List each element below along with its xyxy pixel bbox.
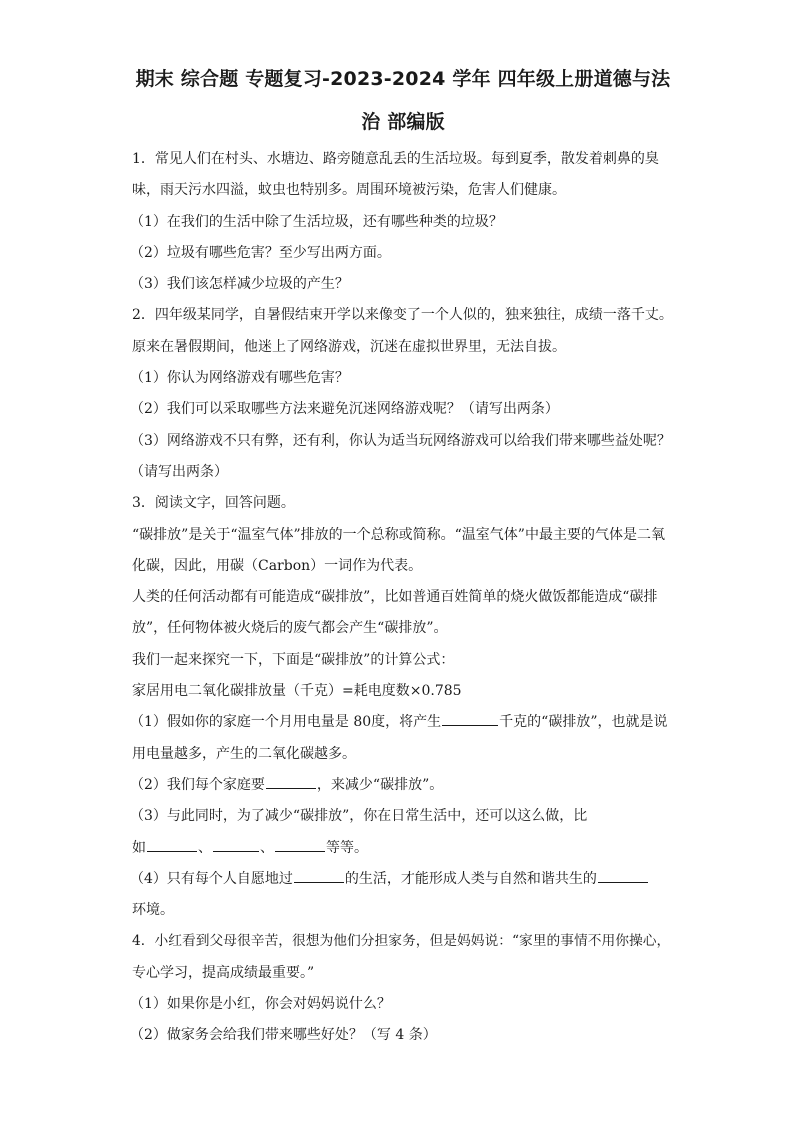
answer-blank[interactable] [213, 837, 259, 852]
question-3-sub-1-line-1 [132, 707, 674, 738]
question-3-sub-4-line-2: 环境。 [132, 902, 174, 919]
separator: 、 [260, 839, 274, 856]
question-2-sub-3-line-1: （3）网络游戏不只有弊，还有利，你认为适当玩网络游戏可以给我们带来哪些益处呢？ [130, 432, 671, 449]
question-3-sub-2 [132, 770, 674, 801]
page-title [132, 58, 674, 144]
question-3-sub-3-line-1: （3）与此同时，为了减少“碳排放”，你在日常生活中，还可以这么做，比 [130, 808, 588, 825]
question-1-sub-3: （3）我们该怎样减少垃圾的产生？ [130, 276, 349, 293]
question-4-sub-1: （1）如果你是小红，你会对妈妈说什么？ [130, 996, 391, 1013]
question-3-passage-2-line-1: 人类的任何活动都有可能造成“碳排放”，比如普通百姓简单的烧火做饭都能造成“碳排 [132, 589, 658, 606]
question-3-sub-4-text-middle: 的生活，才能形成人类与自然和谐共生的 [344, 870, 597, 887]
question-2-sub-3-line-2: （请写出两条） [130, 463, 228, 480]
question-3-sub-2-text-after: ，来减少“碳排放”。 [316, 776, 444, 793]
answer-blank[interactable] [442, 711, 498, 726]
question-3-formula: 家居用电二氧化碳排放量（千克）=耗电度数×0.785 [132, 683, 462, 700]
question-4-stem-line-2: 专心学习，提高成绩最重要。” [132, 964, 315, 981]
question-2-stem-line-2: 原来在暑假期间，他迷上了网络游戏，沉迷在虚拟世界里，无法自拔。 [132, 338, 566, 355]
answer-blank[interactable] [266, 774, 316, 789]
question-4-sub-2: （2）做家务会给我们带来哪些好处？（写 4 条） [130, 1027, 437, 1044]
separator: 、 [198, 839, 212, 856]
question-3 [132, 488, 674, 926]
question-3-sub-3-line-2 [132, 833, 674, 864]
question-4 [132, 926, 674, 1051]
question-3-passage-1-line-2: 化碳，因此，用碳（Carbon）一词作为代表。 [132, 557, 423, 574]
page-title-line-2: 治 部编版 [361, 111, 445, 133]
answer-blank[interactable] [598, 868, 648, 883]
question-1-stem-line-1: 1．常见人们在村头、水塘边、路旁随意乱丢的生活垃圾。每到夏季，散发着刺鼻的臭 [132, 151, 659, 167]
question-4-stem-line-1: 4．小红看到父母很辛苦，很想为他们分担家务，但是妈妈说：“家里的事情不用你操心， [132, 933, 671, 950]
question-1 [132, 144, 674, 300]
question-3-sub-3-text-after: 等等。 [326, 839, 368, 856]
answer-blank[interactable] [294, 868, 344, 883]
question-3-passage-3: 我们一起来探究一下，下面是“碳排放”的计算公式： [132, 651, 455, 668]
page-title-line-1: 期末 综合题 专题复习-2023-2024 学年 四年级上册道德与法 [135, 68, 671, 90]
question-3-sub-4-text-before: （4）只有每个人自愿地过 [130, 870, 293, 887]
question-3-sub-1-text-before: （1）假如你的家庭一个月用电量是 80度，将产生 [130, 714, 442, 731]
question-3-sub-1-text-after: 千克的“碳排放”，也就是说 [499, 714, 668, 731]
question-1-sub-1: （1）在我们的生活中除了生活垃圾，还有哪些种类的垃圾？ [130, 213, 503, 230]
question-3-passage-1-line-1: “碳排放”是关于“温室气体”排放的一个总称或简称。“温室气体”中最主要的气体是二氧 [132, 526, 665, 543]
question-3-passage-2-line-2: 放”，任何物体被火烧后的废气都会产生“碳排放”。 [132, 620, 448, 637]
question-3-sub-4-line-1 [132, 864, 674, 895]
question-3-sub-2-text-before: （2）我们每个家庭要 [130, 776, 265, 793]
answer-blank[interactable] [147, 837, 197, 852]
question-2-sub-1: （1）你认为网络游戏有哪些危害？ [130, 370, 349, 387]
question-list [132, 144, 674, 1052]
question-2 [132, 300, 674, 488]
question-3-sub-1-line-2: 用电量越多，产生的二氧化碳越多。 [132, 745, 356, 762]
answer-blank[interactable] [275, 837, 325, 852]
question-3-sub-3-text-before: 如 [132, 839, 146, 856]
question-1-sub-2: （2）垃圾有哪些危害？至少写出两方面。 [130, 244, 391, 261]
question-2-stem-line-1: 2．四年级某同学，自暑假结束开学以来像变了一个人似的，独来独往，成绩一落千丈。 [132, 307, 673, 324]
question-1-stem-line-2: 味，雨天污水四溢，蚊虫也特别多。周围环境被污染，危害人们健康。 [132, 182, 566, 199]
question-3-stem: 3．阅读文字，回答问题。 [132, 495, 295, 512]
question-2-sub-2: （2）我们可以采取哪些方法来避免沉迷网络游戏呢？（请写出两条） [130, 401, 559, 418]
